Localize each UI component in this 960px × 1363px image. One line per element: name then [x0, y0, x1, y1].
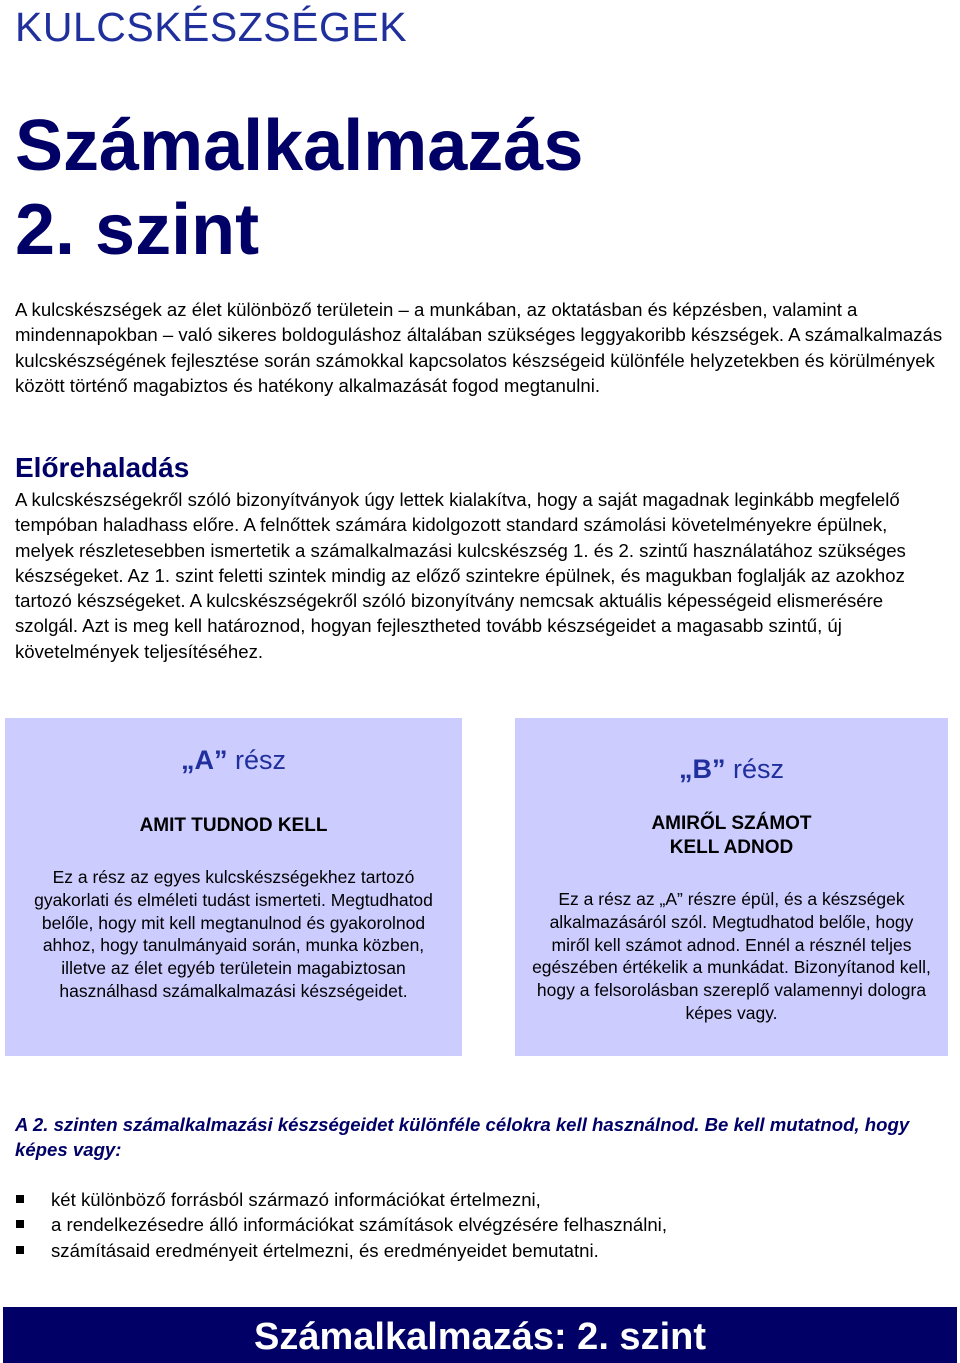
square-bullet-icon	[16, 1220, 24, 1228]
part-b-subtitle-line-2: KELL ADNOD	[669, 837, 794, 858]
page-title-line-1: Számalkalmazás	[15, 106, 584, 186]
progression-paragraph: A kulcskészségekről szóló bizonyítványok úgy lettek kialakítva, hogy a saját magadnak leginkább megfelelő tempóban haladhass előre. A felnőttek számára kidolgozott standard számolási követelményekre épülnek, melyek részletesebben ismertetik a számalkalmazási kulcskészség 1. és 2. szintű használatához szükséges készségeket. Az 1. szint feletti szintek mindig az előző szintekre épülnek, és magukban foglalják az azokhoz tartozó készségeket. A kulcskészségekről szóló bizonyítvány nemcsak aktuális képességeid elismerésére szolgál. Azt is meg kell határoznod, hogyan fejlesztheted tovább készségeidet a magasabb szintű, új követelmények teljesítéséhez.	[15, 489, 906, 662]
part-a-suffix: rész	[227, 745, 286, 775]
list-item	[15, 1187, 667, 1212]
part-b-quote-close: ”	[711, 754, 726, 784]
part-b-panel	[515, 718, 948, 1056]
part-b-quote-open: „	[678, 754, 693, 784]
list-item	[15, 1238, 667, 1263]
document-kicker: KULCSKÉSZSÉGEK	[15, 4, 408, 50]
page-title	[15, 104, 583, 272]
part-a-quote-open: „	[180, 745, 195, 775]
list-item-text: két különböző forrásból származó információkat értelmezni,	[51, 1189, 541, 1210]
part-a-text: Ez a rész az egyes kulcskészségekhez tartozó gyakorlati és elméleti tudást ismerteti. Megtudhatod belőle, hogy mit kell megtanulnod és gyakorolnod ahhoz, hogy tanulmányaid során, munka közben, illetve az élet egyéb területein magabiztosan használhasd számalkalmazási készségeidet.	[34, 867, 433, 1001]
part-b-subtitle-line-1: AMIRŐL SZÁMOT	[651, 813, 812, 834]
list-item-text: számításaid eredményeit értelmezni, és eredményeidet bemutatni.	[51, 1239, 599, 1261]
square-bullet-icon	[16, 1195, 24, 1203]
part-b-letter: B	[692, 754, 712, 784]
footer-title: Számalkalmazás: 2. szint	[254, 1316, 706, 1358]
part-a-quote-close: ”	[213, 745, 228, 775]
intro-paragraph: A kulcskészségek az élet különböző területein – a munkában, az oktatásban és képzésben, valamint a mindennapokban – való sikeres boldoguláshoz általában szükséges leggyakoribb készségek. A számalkalmazás kulcskészségének fejlesztése során számokkal kapcsolatos készségeid különféle helyzetekben és körülmények között történő magabiztos és hatékony alkalmazását fogod megtanulni.	[15, 299, 943, 396]
footer-banner	[3, 1307, 957, 1363]
part-b-text: Ez a rész az „A” részre épül, és a készségek alkalmazásáról szól. Megtudhatod belőle, hogy miről kell számot adnod. Ennél a résznél teljes egészében értékelik a munkádat. Bizonyítanod kell, hogy a felsorolásban szereplő valamennyi dologra képes vagy.	[532, 889, 931, 1023]
skills-list	[15, 1187, 667, 1263]
part-a-heading	[5, 745, 462, 776]
part-b-subtitle	[515, 812, 948, 860]
list-item	[15, 1212, 667, 1237]
part-a-subtitle: AMIT TUDNOD KELL	[139, 815, 328, 836]
list-item-text: a rendelkezésedre álló információkat számítások elvégzésére felhasználni,	[51, 1214, 667, 1236]
square-bullet-icon	[16, 1246, 24, 1254]
part-a-letter: A	[194, 745, 214, 775]
level-goal-statement: A 2. szinten számalkalmazási készségeidet különféle célokra kell használnod. Be kell mutatnod, hogy képes vagy:	[15, 1114, 910, 1161]
part-a-panel	[5, 718, 462, 1056]
progression-heading: Előrehaladás	[15, 452, 190, 483]
page-title-line-2: 2. szint	[15, 190, 260, 270]
part-b-suffix: rész	[725, 754, 784, 784]
part-b-heading	[515, 754, 948, 785]
